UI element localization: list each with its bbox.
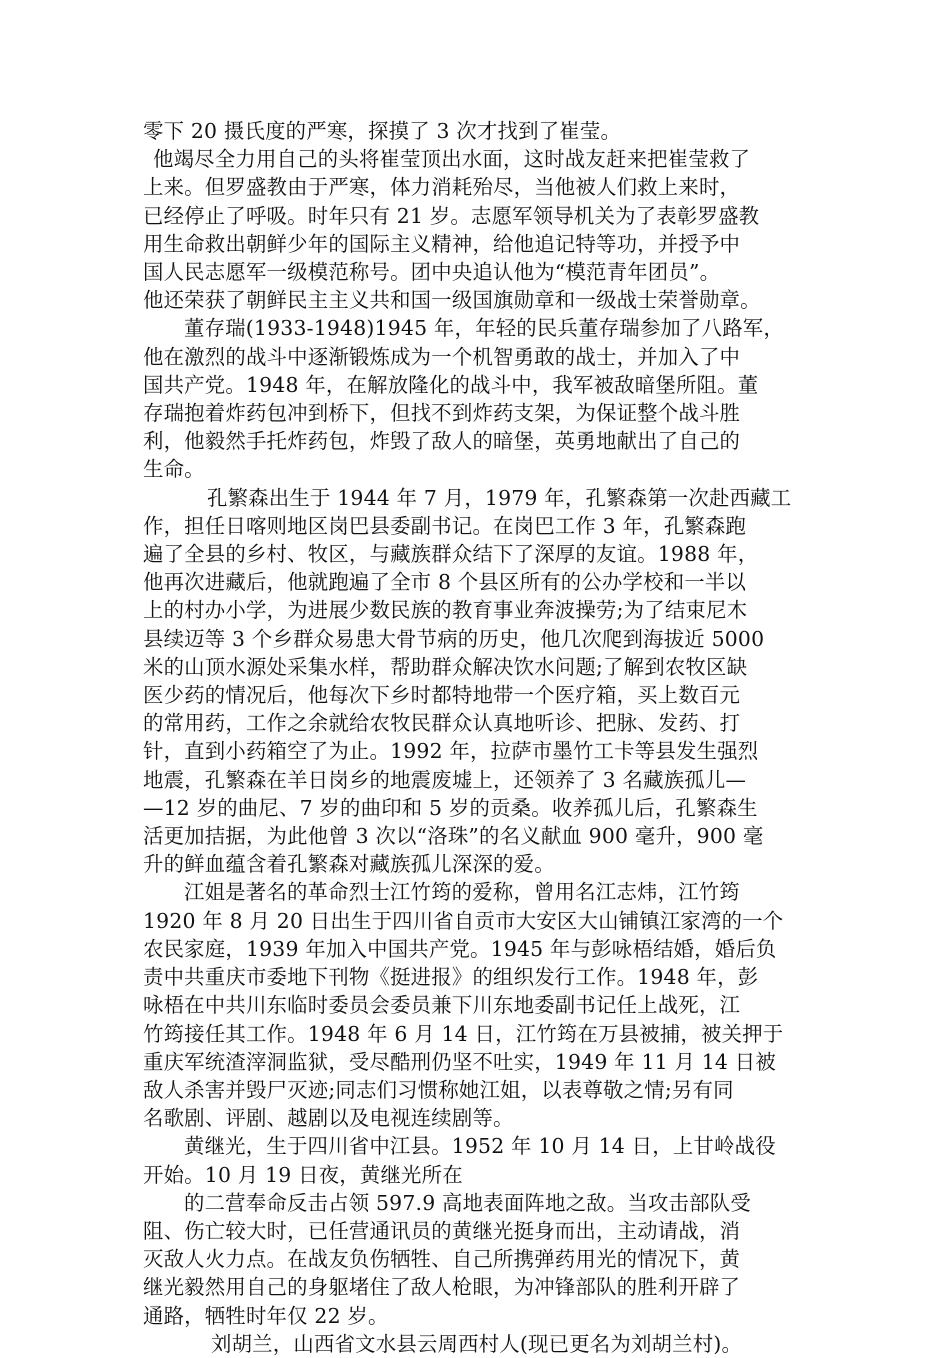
paragraph-huang-jiguang xyxy=(143,1189,825,1330)
text-line: 孔繁森出生于 1944 年 7 月，1979 年，孔繁森第一次赴西藏工 xyxy=(207,485,792,510)
text-line: 开始。10 月 19 日夜，黄继光所在 xyxy=(143,1162,463,1187)
text-line: 遍了全县的乡村、牧区，与藏族群众结下了深厚的友谊。1988 年， xyxy=(143,542,759,567)
text-line: 的常用药，工作之余就给农牧民群众认真地听诊、把脉、发药、打 xyxy=(143,711,741,736)
text-line: 董存瑞(1933-1948)1945 年，年轻的民兵董存瑞参加了八路军， xyxy=(184,316,784,341)
text-line: 地震，孔繁森在羊日岗乡的地震废墟上，还领养了 3 名藏族孤儿— xyxy=(143,767,747,792)
text-line: 生命。 xyxy=(143,457,205,482)
text-line: 他在激烈的战斗中逐渐锻炼成为一个机智勇敢的战士，并加入了中 xyxy=(143,344,741,369)
text-line: 继光毅然用自己的身躯堵住了敌人枪眼，为冲锋部队的胜利开辟了 xyxy=(143,1275,741,1300)
text-line: 的二营奉命反击占领 597.9 高地表面阵地之敌。当攻击部队受 xyxy=(184,1190,751,1215)
text-line: 农民家庭，1939 年加入中国共产党。1945 年与彭咏梧结婚，婚后负 xyxy=(143,936,777,961)
text-line: 江姐是著名的革命烈士江竹筠的爱称，曾用名江志炜，江竹筠 xyxy=(184,880,740,905)
text-line: 上来。但罗盛教由于严寒，体力消耗殆尽，当他被人们救上来时， xyxy=(143,175,741,200)
text-line: 他竭尽全力用自己的头将崔莹顶出水面，这时战友赶来把崔莹救了 xyxy=(153,147,751,172)
text-line: 敌人杀害并毁尸灭迹;同志们习惯称她江姐，以表尊敬之情;另有同 xyxy=(143,1077,734,1102)
text-line: 他还荣获了朝鲜民主主义共和国一级国旗勋章和一级战士荣誉勋章。 xyxy=(143,288,761,313)
text-line: 国人民志愿军一级模范称号。团中央追认他为“模范青年团员”。 xyxy=(143,260,721,285)
text-line: —12 岁的曲尼、7 岁的曲印和 5 岁的贡桑。收养孤儿后，孔繁森生 xyxy=(143,795,758,820)
paragraph-jiang-jie xyxy=(143,878,825,1132)
text-line: 刘胡兰，山西省文水县云周西村人(现已更名为刘胡兰村)。 xyxy=(211,1331,743,1356)
text-line: 米的山顶水源处采集水样，帮助群众解决饮水问题;了解到农牧区缺 xyxy=(143,654,748,679)
paragraph-dong-cunrui xyxy=(143,314,825,483)
text-line: 针，直到小药箱空了为止。1992 年，拉萨市墨竹工卡等县发生强烈 xyxy=(143,739,759,764)
paragraph-luo-shengjiao xyxy=(143,145,825,314)
text-line: 活更加拮据，为此他曾 3 次以“洛珠”的名义献血 900 毫升，900 毫 xyxy=(143,824,764,849)
paragraph-luo-shengjiao-end xyxy=(143,117,825,145)
text-line: 名歌剧、评剧、越剧以及电视连续剧等。 xyxy=(143,1106,514,1131)
text-line: 咏梧在中共川东临时委员会委员兼下川东地委副书记任上战死，江 xyxy=(143,993,741,1018)
paragraph-kong-fansen xyxy=(143,484,825,879)
text-line: 责中共重庆市委地下刊物《挺进报》的组织发行工作。1948 年，彭 xyxy=(143,965,759,990)
text-line: 存瑞抱着炸药包冲到桥下，但找不到炸药支架，为保证整个战斗胜 xyxy=(143,401,741,426)
text-line: 作，担任日喀则地区岗巴县委副书记。在岗巴工作 3 年，孔繁森跑 xyxy=(143,513,747,538)
text-line: 国共产党。1948 年，在解放隆化的战斗中，我军被敌暗堡所阻。董 xyxy=(143,372,759,397)
text-line: 阻、伤亡较大时，已任营通讯员的黄继光挺身而出，主动请战，消 xyxy=(143,1218,741,1243)
text-line: 用生命救出朝鲜少年的国际主义精神，给他追记特等功，并授予中 xyxy=(143,231,741,256)
text-line: 竹筠接任其工作。1948 年 6 月 14 日，江竹筠在万县被捕，被关押于 xyxy=(143,1021,784,1046)
text-line: 已经停止了呼吸。时年只有 21 岁。志愿军领导机关为了表彰罗盛教 xyxy=(143,203,760,228)
text-line: 县续迈等 3 个乡群众易患大骨节病的历史，他几次爬到海拔近 5000 xyxy=(143,626,765,651)
text-line: 他再次进藏后，他就跑遍了全市 8 个县区所有的公办学校和一半以 xyxy=(143,570,747,595)
text-line: 1920 年 8 月 20 日出生于四川省自贡市大安区大山铺镇江家湾的一个 xyxy=(143,908,784,933)
text-line: 通路，牺牲时年仅 22 岁。 xyxy=(143,1303,389,1328)
text-line: 灭敌人火力点。在战友负伤牺牲、自己所携弹药用光的情况下，黄 xyxy=(143,1247,741,1272)
text-line: 医少药的情况后，他每次下乡时都特地带一个医疗箱，买上数百元 xyxy=(143,683,741,708)
text-line: 重庆军统渣滓洞监狱，受尽酷刑仍坚不吐实，1949 年 11 月 14 日被 xyxy=(143,1049,776,1074)
text-line: 利，他毅然手托炸药包，炸毁了敌人的暗堡，英勇地献出了自己的 xyxy=(143,429,741,454)
text-line: 零下 20 摄氏度的严寒，探摸了 3 次才找到了崔莹。 xyxy=(143,119,622,143)
paragraph-huang-jiguang-intro xyxy=(143,1132,825,1188)
text-line: 升的鲜血蕴含着孔繁森对藏族孤儿深深的爱。 xyxy=(143,852,555,877)
text-line: 上的村办小学，为进展少数民族的教育事业奔波操劳;为了结束尼木 xyxy=(143,598,748,623)
document-page xyxy=(143,117,825,1358)
text-line: 黄继光，生于四川省中江县。1952 年 10 月 14 日，上甘岭战役 xyxy=(184,1134,776,1159)
